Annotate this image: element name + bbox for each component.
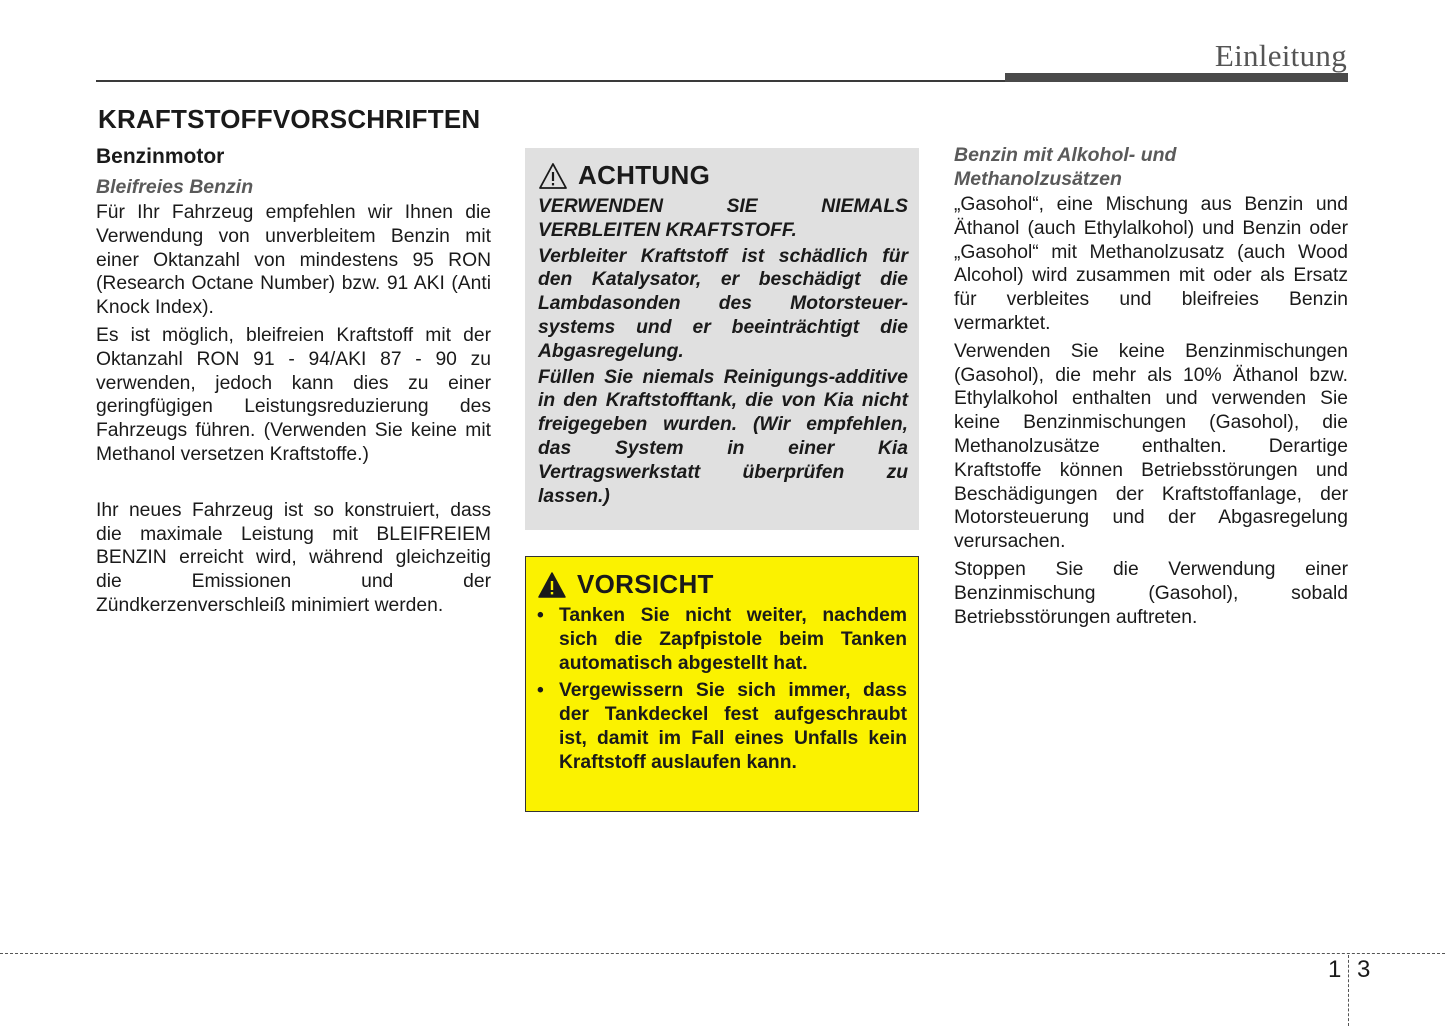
warning-outline-icon xyxy=(538,162,568,190)
vorsicht-list xyxy=(537,604,907,775)
bullet: • xyxy=(537,680,544,702)
list-item: • Tanken Sie nicht weiter, nachdem sich die Zapfpistole beim Tanken automatisch abgestellt hat. xyxy=(537,605,907,674)
section-title: KRAFTSTOFFVORSCHRIFTEN xyxy=(98,104,481,134)
chapter-title: Einleitung xyxy=(1214,38,1347,73)
bullet: • xyxy=(537,605,544,626)
unleaded-subheading: Bleifreies Benzin xyxy=(96,176,254,198)
achtung-header xyxy=(538,160,908,191)
vorsicht-header xyxy=(537,569,907,600)
paragraph: Stoppen Sie die Verwendung einer Benzinmischung (Gasohol), sobald Betriebsstörungen auftreten. xyxy=(954,558,1348,628)
achtung-paragraph: VERWENDEN SIE NIEMALS VERBLEITEN KRAFTSTOFF. xyxy=(538,196,908,241)
achtung-paragraph: Füllen Sie niemals Reinigungs-additive in den Kraftstofftank, die von Kia nicht freigegeben wurden. (Wir empfehlen, das System in einer Kia Vertragswerkstatt überprüfen zu lassen.) xyxy=(538,366,908,507)
achtung-paragraph: Verbleiter Kraftstoff ist schädlich für den Katalysator, er beschädigt die Lambdasonden des Motorsteuer-systems und er beeinträchtigt die Abgasregelung. xyxy=(538,245,908,362)
paragraph: Für Ihr Fahrzeug empfehlen wir Ihnen die Verwendung von unverbleitem Benzin mit einer Oktanzahl von mindestens 95 RON (Research Octane Number) bzw. 91 AKI (Anti Knock Index). xyxy=(96,202,491,319)
vorsicht-box xyxy=(525,556,919,812)
paragraph: Es ist möglich, bleifreien Kraftstoff mit der Oktanzahl RON 91 - 94/AKI 87 - 90 zu verwenden, jedoch kann dies zu einer geringfügigen Leistungsreduzierung des Fahrzeugs führen. (Verwenden Sie keine mit Methanol versetzen Kraftstoffe.) xyxy=(96,324,491,465)
paragraph: Verwenden Sie keine Benzinmischungen (Gasohol), die mehr als 10% Äthanol bzw. Ethylalkohol enthalten und verwenden Sie keine Benzinmischungen (Gasohol), die Methanolzusätze enthalten. Derartige Kraftstoffe können Betriebsstörungen und Beschädigungen der Kraftstoffanlage, der Motorsteuerung und der Abgasregelung verursachen. xyxy=(954,340,1348,553)
alcohol-subheading: Benzin mit Alkohol- und Methanolzusätzen xyxy=(954,144,1177,190)
header-rule xyxy=(96,80,1006,82)
page-number-divider xyxy=(1348,955,1349,1026)
paragraph: Ihr neues Fahrzeug ist so konstruiert, dass die maximale Leistung mit BLEIFREIEM BENZIN erreicht wird, während gleichzeitig die Emissionen und der Zündkerzenverschleiß minimiert werden. xyxy=(96,499,491,616)
list-item: • Vergewissern Sie sich immer, dass der Tankdeckel fest aufgeschraubt ist, damit im Fall eines Unfalls kein Kraftstoff auslaufen kann. xyxy=(537,680,907,773)
vorsicht-label: VORSICHT xyxy=(577,569,714,599)
engine-heading: Benzinmotor xyxy=(96,145,225,168)
paragraph: „Gasohol“, eine Mischung aus Benzin und Äthanol (auch Ethylalkohol) und Benzin oder „Gasohol“ mit Methanolzusatz (auch Wood Alcohol) wird zusammen mit oder als Ersatz für verbleites und bleifreies Benzin vermarktet. xyxy=(954,194,1348,334)
footer-rule xyxy=(0,953,1445,954)
achtung-box xyxy=(525,148,919,530)
warning-filled-icon xyxy=(537,571,567,599)
achtung-label: ACHTUNG xyxy=(578,160,711,190)
left-column xyxy=(96,143,491,622)
header-bar xyxy=(1005,73,1348,82)
right-column xyxy=(954,143,1348,633)
page-number: 3 xyxy=(1357,956,1371,983)
chapter-number: 1 xyxy=(1328,956,1342,983)
